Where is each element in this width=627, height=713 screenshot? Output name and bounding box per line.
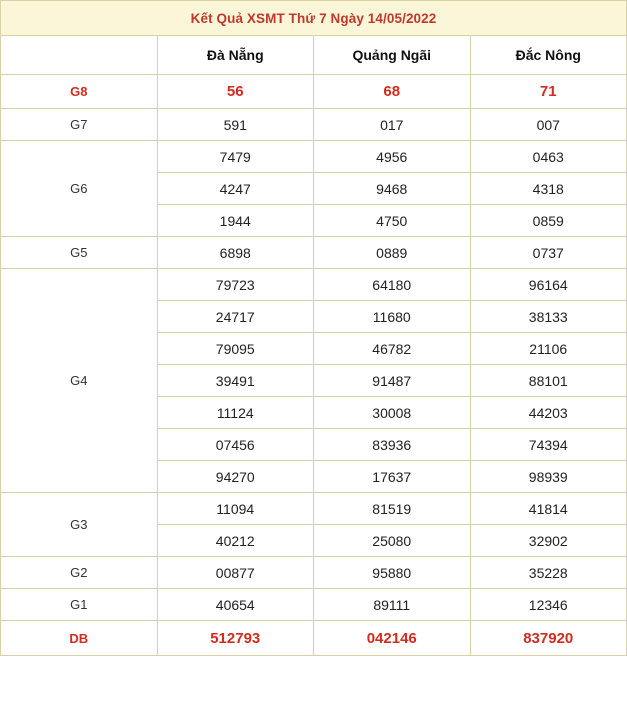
prize-label-g1: G1 — [1, 589, 158, 621]
result-number: 1944 — [157, 205, 314, 237]
header-row — [1, 36, 627, 75]
title-row — [1, 1, 627, 36]
result-number: 98939 — [470, 461, 627, 493]
table-row — [1, 75, 627, 109]
result-number: 0737 — [470, 237, 627, 269]
prize-label-g5: G5 — [1, 237, 158, 269]
result-number: 4318 — [470, 173, 627, 205]
result-number: 017 — [314, 109, 471, 141]
result-number: 89111 — [314, 589, 471, 621]
column-header-blank — [1, 36, 158, 75]
result-number: 12346 — [470, 589, 627, 621]
prize-label-g6: G6 — [1, 141, 158, 237]
table-row — [1, 621, 627, 656]
table-row — [1, 493, 627, 525]
result-number: 0889 — [314, 237, 471, 269]
result-number: 4956 — [314, 141, 471, 173]
result-number: 24717 — [157, 301, 314, 333]
result-number: 0859 — [470, 205, 627, 237]
result-number: 837920 — [470, 621, 627, 656]
result-number: 71 — [470, 75, 627, 109]
result-number: 6898 — [157, 237, 314, 269]
result-number: 44203 — [470, 397, 627, 429]
result-number: 94270 — [157, 461, 314, 493]
result-number: 25080 — [314, 525, 471, 557]
result-number: 38133 — [470, 301, 627, 333]
result-number: 83936 — [314, 429, 471, 461]
result-number: 07456 — [157, 429, 314, 461]
result-number: 11680 — [314, 301, 471, 333]
result-number: 0463 — [470, 141, 627, 173]
result-number: 11094 — [157, 493, 314, 525]
result-number: 74394 — [470, 429, 627, 461]
prize-label-g2: G2 — [1, 557, 158, 589]
result-number: 007 — [470, 109, 627, 141]
result-number: 042146 — [314, 621, 471, 656]
result-number: 17637 — [314, 461, 471, 493]
result-number: 9468 — [314, 173, 471, 205]
result-number: 00877 — [157, 557, 314, 589]
result-number: 68 — [314, 75, 471, 109]
result-number: 39491 — [157, 365, 314, 397]
result-number: 81519 — [314, 493, 471, 525]
table-row — [1, 589, 627, 621]
column-header-dac-nong: Đắc Nông — [470, 36, 627, 75]
result-number: 40212 — [157, 525, 314, 557]
result-number: 91487 — [314, 365, 471, 397]
result-number: 96164 — [470, 269, 627, 301]
column-header-quang-ngai: Quảng Ngãi — [314, 36, 471, 75]
page-title: Kết Quả XSMT Thứ 7 Ngày 14/05/2022 — [1, 1, 627, 36]
table-row — [1, 141, 627, 173]
result-number: 21106 — [470, 333, 627, 365]
result-number: 41814 — [470, 493, 627, 525]
prize-label-g3: G3 — [1, 493, 158, 557]
result-number: 88101 — [470, 365, 627, 397]
result-number: 95880 — [314, 557, 471, 589]
result-number: 40654 — [157, 589, 314, 621]
result-number: 30008 — [314, 397, 471, 429]
table-row — [1, 109, 627, 141]
result-number: 35228 — [470, 557, 627, 589]
result-number: 79723 — [157, 269, 314, 301]
result-number: 11124 — [157, 397, 314, 429]
result-number: 32902 — [470, 525, 627, 557]
result-number: 4247 — [157, 173, 314, 205]
table-row — [1, 269, 627, 301]
result-number: 56 — [157, 75, 314, 109]
result-number: 79095 — [157, 333, 314, 365]
prize-label-db: DB — [1, 621, 158, 656]
result-number: 4750 — [314, 205, 471, 237]
prize-label-g4: G4 — [1, 269, 158, 493]
table-row — [1, 237, 627, 269]
result-number: 64180 — [314, 269, 471, 301]
prize-label-g7: G7 — [1, 109, 158, 141]
table-body — [1, 1, 627, 656]
table-row — [1, 557, 627, 589]
prize-label-g8: G8 — [1, 75, 158, 109]
result-number: 46782 — [314, 333, 471, 365]
result-number: 7479 — [157, 141, 314, 173]
result-number: 591 — [157, 109, 314, 141]
column-header-da-nang: Đà Nẵng — [157, 36, 314, 75]
result-number: 512793 — [157, 621, 314, 656]
